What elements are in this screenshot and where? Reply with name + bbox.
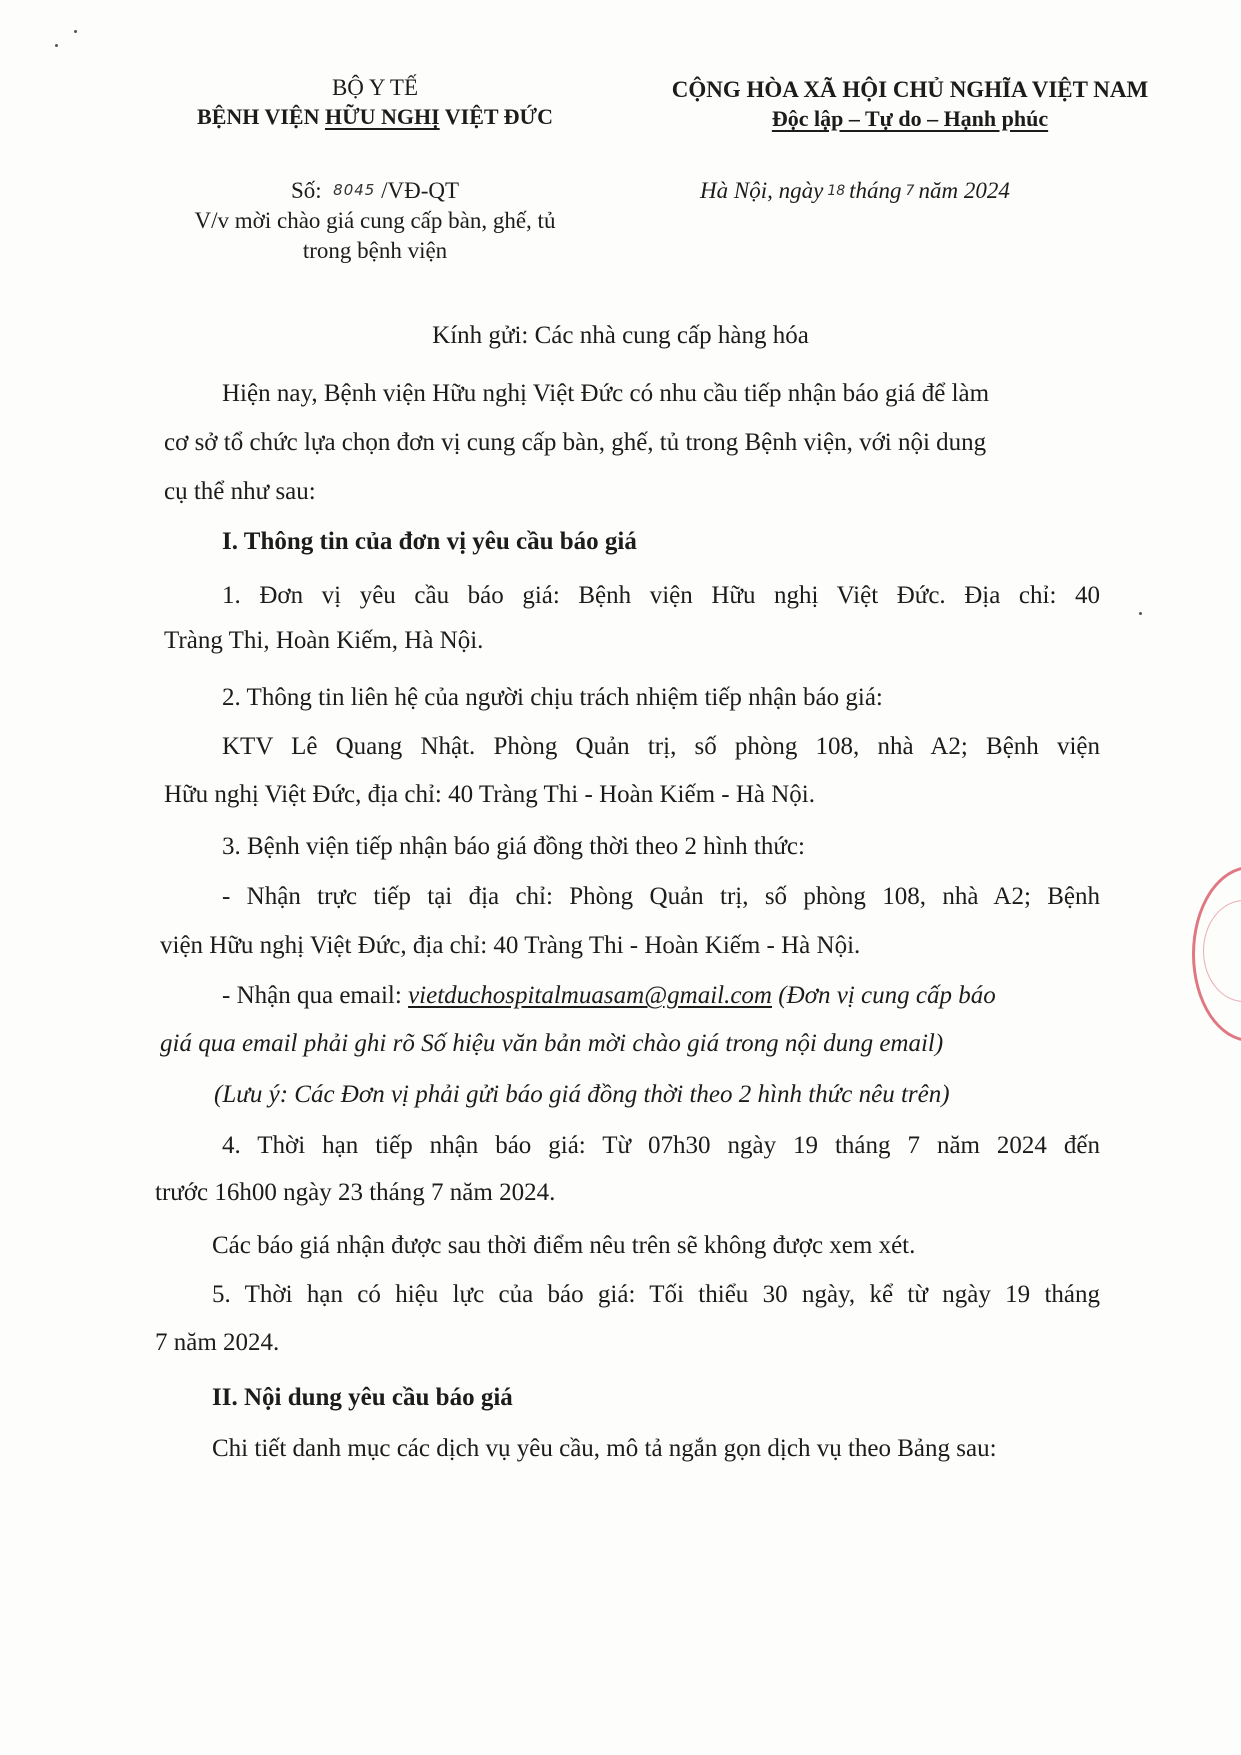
intro-line-2: cơ sở tổ chức lựa chọn đơn vị cung cấp bàn, ghế, tủ trong Bệnh viện, với nội dung xyxy=(164,429,987,456)
item-1-line-1: 1. Đơn vị yêu cầu báo giá: Bệnh viện Hữu nghị Việt Đức. Địa chỉ: 40 xyxy=(222,582,1100,609)
scan-speck xyxy=(55,44,58,47)
ministry-name: BỘ Y TẾ xyxy=(331,75,419,100)
section-2-text: Chi tiết danh mục các dịch vụ yêu cầu, mô tả ngắn gọn dịch vụ theo Bảng sau: xyxy=(212,1435,997,1462)
item-4-line-3: Các báo giá nhận được sau thời điểm nêu trên sẽ không được xem xét. xyxy=(212,1232,916,1259)
item-3-line-1: 3. Bệnh viện tiếp nhận báo giá đồng thời theo 2 hình thức: xyxy=(222,833,805,860)
item-2-line-2: KTV Lê Quang Nhật. Phòng Quản trị, số phòng 108, nhà A2; Bệnh viện xyxy=(222,733,1100,760)
section-2-heading: II. Nội dung yêu cầu báo giá xyxy=(212,1384,513,1411)
hospital-name-prefix: BỆNH VIỆN xyxy=(197,104,325,129)
email-note-1: (Đơn vị cung cấp báo xyxy=(772,982,996,1009)
intro-line-3: cụ thể như sau: xyxy=(164,478,316,505)
document-number-prefix: Số: xyxy=(290,178,322,203)
national-motto xyxy=(630,104,1190,134)
item-1-line-2: Tràng Thi, Hoàn Kiếm, Hà Nội. xyxy=(164,627,484,654)
document-number xyxy=(150,176,600,205)
national-header xyxy=(630,76,1190,134)
date-month-label: tháng xyxy=(849,178,902,203)
item-4-line-2: trước 16h00 ngày 23 tháng 7 năm 2024. xyxy=(155,1179,556,1206)
email-line xyxy=(222,982,996,1010)
note-line: (Lưu ý: Các Đơn vị phải gửi báo giá đồng thời theo 2 hình thức nêu trên) xyxy=(214,1081,950,1108)
hospital-name xyxy=(150,102,600,132)
hospital-name-underlined: HỮU NGHỊ xyxy=(324,104,440,129)
date-day: 18 xyxy=(827,183,846,199)
issuer-header xyxy=(150,74,600,132)
hospital-name-suffix: VIỆT ĐỨC xyxy=(439,104,553,129)
nation-title: CỘNG HÒA XÃ HỘI CHỦ NGHĨA VIỆT NAM xyxy=(671,77,1149,102)
date-prefix: Hà Nội, ngày xyxy=(700,178,824,203)
document-subject xyxy=(150,206,600,266)
item-4-line-1: 4. Thời hạn tiếp nhận báo giá: Từ 07h30 ngày 19 tháng 7 năm 2024 đến xyxy=(222,1132,1100,1159)
document-number-suffix: /VĐ-QT xyxy=(381,178,460,203)
email-note-2: giá qua email phải ghi rõ Số hiệu văn bản mời chào giá trong nội dung email) xyxy=(160,1030,944,1057)
salutation: Kính gửi: Các nhà cung cấp hàng hóa xyxy=(432,322,809,349)
email-link[interactable]: vietduchospitalmuasam@gmail.com xyxy=(408,982,772,1009)
subject-line-2: trong bệnh viện xyxy=(302,238,448,263)
subject-line-1: V/v mời chào giá cung cấp bàn, ghế, tủ xyxy=(194,208,556,233)
intro-line-1: Hiện nay, Bệnh viện Hữu nghị Việt Đức có nhu cầu tiếp nhận báo giá để làm xyxy=(222,380,990,407)
email-prefix: - Nhận qua email: xyxy=(222,982,409,1009)
scan-speck xyxy=(1139,612,1142,615)
section-1-heading: I. Thông tin của đơn vị yêu cầu báo giá xyxy=(222,528,637,555)
date-year: năm 2024 xyxy=(918,178,1010,203)
item-3-line-3: viện Hữu nghị Việt Đức, địa chỉ: 40 Tràng Thi - Hoàn Kiếm - Hà Nội. xyxy=(160,932,861,959)
date-month: 7 xyxy=(905,183,915,199)
scan-speck xyxy=(74,30,77,33)
item-3-line-2: - Nhận trực tiếp tại địa chỉ: Phòng Quản trị, số phòng 108, nhà A2; Bệnh xyxy=(222,883,1100,910)
national-motto-text: Độc lập – Tự do – Hạnh phúc xyxy=(771,106,1049,131)
issue-date xyxy=(700,178,1010,204)
item-2-line-1: 2. Thông tin liên hệ của người chịu trách nhiệm tiếp nhận báo giá: xyxy=(222,684,883,711)
document-number-handwritten: 8045 xyxy=(333,181,376,199)
item-2-line-3: Hữu nghị Việt Đức, địa chỉ: 40 Tràng Thi - Hoàn Kiếm - Hà Nội. xyxy=(164,781,815,808)
item-5-line-2: 7 năm 2024. xyxy=(155,1329,280,1356)
item-5-line-1: 5. Thời hạn có hiệu lực của báo giá: Tối thiểu 30 ngày, kể từ ngày 19 tháng xyxy=(212,1281,1100,1308)
